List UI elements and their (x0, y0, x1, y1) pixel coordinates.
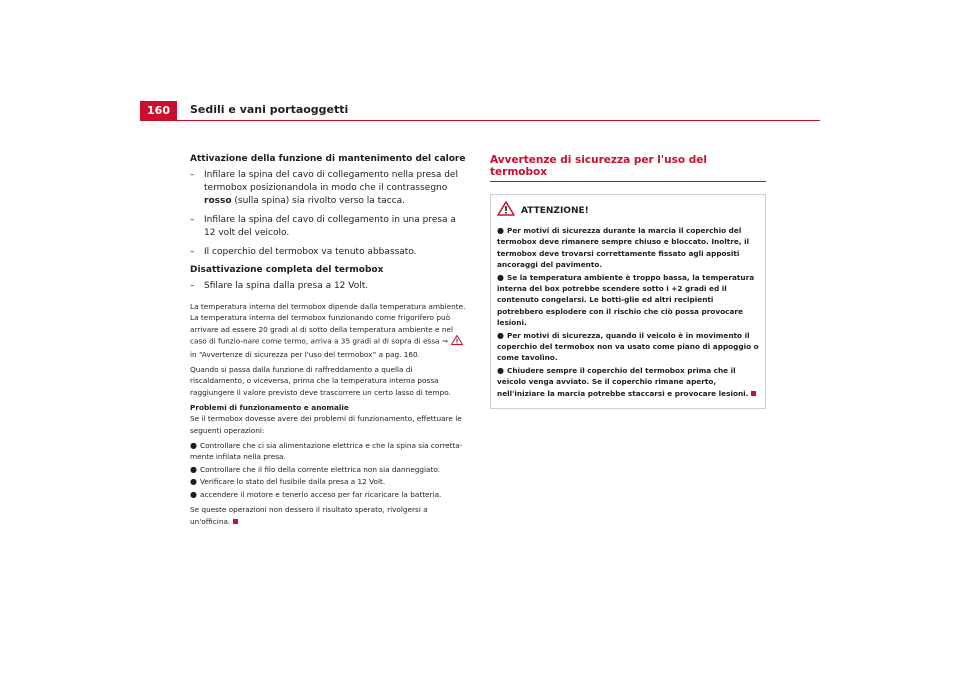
end-mark-icon (233, 519, 238, 524)
bullet-icon: ● (190, 489, 197, 499)
bullet-icon: ● (190, 464, 197, 474)
list-item: ● Controllare che il filo della corrente elettrica non sia danneggiato. (190, 464, 441, 474)
warning-triangle-icon (451, 335, 463, 348)
heading-keep-warm: Attivazione della funzione di mantenimento del calore (190, 154, 466, 164)
left-column (190, 154, 466, 531)
bullet-icon: ● (497, 272, 504, 282)
bullet-icon: ● (497, 226, 504, 235)
step-unplug: – Sfilare la spina dalla presa a 12 Volt. (190, 280, 466, 293)
step-lid-closed: – Il coperchio del termobox va tenuto abbassato. (190, 246, 466, 259)
step-plug-in: – Infilare la spina del cavo di collegamento nella presa del termobox posizionandola in modo che il contrassegno rosso (sulla spina) sia rivolto verso la tacca. (190, 169, 466, 208)
paragraph-operations: Se il termobox dovesse avere dei problemi di funzionamento, effettuare le seguenti operazioni: (190, 414, 462, 435)
bullet-icon: ● (190, 441, 197, 451)
paragraph-workshop: Se queste operazioni non dessero il risultato sperato, rivolgersi a un'officina. (190, 505, 428, 526)
bullet-icon: ● (190, 477, 197, 487)
list-item: ● Per motivi di sicurezza, quando il veicolo è in movimento il coperchio del termobox non va usato come piano di appoggio o come tavolino. (497, 330, 759, 363)
end-mark-icon (751, 391, 756, 396)
list-item: ● Controllare che ci sia alimentazione elettrica e che la spina sia corretta-mente infilata nella presa. (190, 441, 463, 462)
bullet-icon: ● (497, 365, 504, 375)
paragraph-switch-mode: Quando si passa dalla funzione di raffreddamento a quella di riscaldamento, o viceversa, prima che la temperatura interna possa raggiungere il valore previsto deve trascorrere un certo lasso di tempo. (190, 365, 451, 397)
section-title: Avvertenze di sicurezza per l'uso del termobox (490, 154, 766, 182)
warning-box (490, 194, 766, 409)
list-item: ● Chiudere sempre il coperchio del termobox prima che il veicolo venga avviato. Se il coperchio rimane aperto, nell'iniziare la marcia potrebbe staccarsi e provocare lesioni. (497, 365, 759, 399)
subheading-problems: Problemi di funzionamento e anomalie (190, 403, 349, 413)
list-item: ● Se la temperatura ambiente è troppo bassa, la temperatura interna del box potrebbe scendere sotto i +2 gradi ed il contenuto congelarsi. Le botti-glie ed altri recipienti potrebbero esplodere con il rischio che ciò possa provocare lesioni. (497, 272, 755, 328)
page-header (140, 101, 820, 121)
list-item: ● Per motivi di sicurezza durante la marcia il coperchio del termobox deve rimanere sempre chiuso e bloccato. Inoltre, il termobox deve trovarsi correttamente fissato agli appositi ancoraggi del pavimento. (497, 226, 750, 270)
page-number: 160 (140, 101, 177, 120)
right-column (490, 154, 766, 409)
paragraph-temperature: La temperatura interna del termobox dipende dalla temperatura ambiente. La temperatura interna del termobox funzionando come frigorifero può arrivare ad essere 20 gradi al di sotto della temperatura ambiente e nel caso di funzio-nare come termo, arriva a 35 gradi al di sopra di essa ⇒ in “Avvertenze di sicurezza per l'uso del termobox” a pag. 160. (190, 302, 466, 359)
warning-triangle-icon (497, 201, 515, 220)
running-title: Sedili e vani portaoggetti (190, 103, 349, 116)
list-item: ● accendere il motore e tenerlo acceso per far ricaricare la batteria. (190, 489, 442, 499)
step-12v-socket: – Infilare la spina del cavo di collegamento in una presa a 12 volt del veicolo. (190, 214, 466, 240)
bullet-icon: ● (497, 330, 504, 340)
warning-label: ATTENZIONE! (521, 205, 589, 216)
heading-switch-off: Disattivazione completa del termobox (190, 265, 384, 275)
list-item: ● Verificare lo stato del fusibile dalla presa a 12 Volt. (190, 477, 386, 487)
